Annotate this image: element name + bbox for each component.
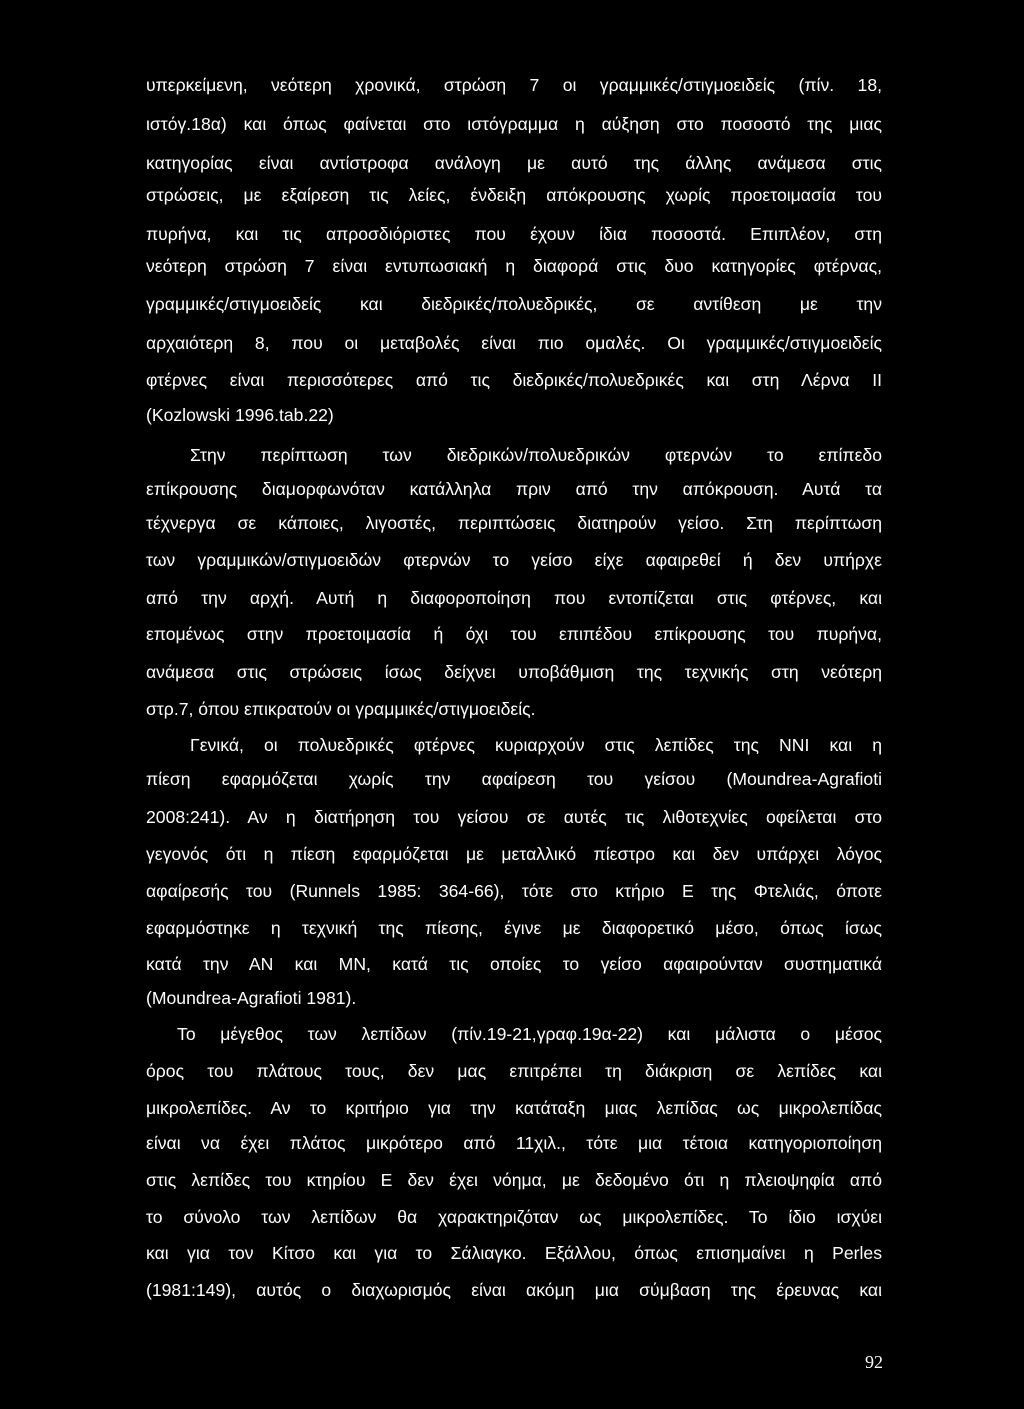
text-line: επίκρουσης διαμορφωνόταν κατάλληλα πριν από την απόκρουση. Αυτά τα — [146, 479, 882, 499]
text-line: κατά την ΑΝ και ΜΝ, κατά τις οποίες το γείσο αφαιρούνταν συστηματικά — [146, 954, 882, 974]
text-line: είναι να έχει πλάτος μικρότερο από 11χιλ., τότε μια τέτοια κατηγοριοποίηση — [146, 1133, 882, 1153]
text-line: των γραμμικών/στιγμοειδών φτερνών το γείσο είχε αφαιρεθεί ή δεν υπήρχε — [146, 550, 882, 570]
text-line: γεγονός ότι η πίεση εφαρμόζεται με μεταλλικό πίεστρο και δεν υπάρχει λόγος — [146, 844, 882, 864]
text-line: 2008:241). Αν η διατήρηση του γείσου σε αυτές τις λιθοτεχνίες οφείλεται στο — [146, 807, 882, 827]
text-line: (Kozlowski 1996.tab.22) — [146, 405, 334, 425]
text-line: νεότερη στρώση 7 είναι εντυπωσιακή η διαφορά στις δυο κατηγορίες φτέρνας, — [146, 256, 882, 276]
text-line: εφαρμόστηκε η τεχνική της πίεσης, έγινε με διαφορετικό μέσο, όπως ίσως — [146, 918, 882, 938]
text-line: όρος του πλάτους τους, δεν μας επιτρέπει τη διάκριση σε λεπίδες και — [146, 1061, 882, 1081]
text-line: (1981:149), αυτός ο διαχωρισμός είναι ακόμη μια σύμβαση της έρευνας και — [146, 1280, 882, 1300]
text-line: πίεση εφαρμόζεται χωρίς την αφαίρεση του γείσου (Moundrea-Agrafioti — [146, 769, 882, 789]
text-line: (Moundrea-Agrafioti 1981). — [146, 988, 357, 1008]
text-line: από την αρχή. Αυτή η διαφοροποίηση που εντοπίζεται στις φτέρνες, και — [146, 588, 882, 608]
text-line: αφαίρεσής του (Runnels 1985: 364-66), τότε στο κτήριο Ε της Φτελιάς, όποτε — [146, 881, 882, 901]
text-line: υπερκείμενη, νεότερη χρονικά, στρώση 7 οι γραμμικές/στιγμοειδείς (πίν. 18, — [146, 75, 882, 95]
text-line: ανάμεσα στις στρώσεις ίσως δείχνει υποβάθμιση της τεχνικής στη νεότερη — [146, 662, 882, 682]
text-line: κατηγορίας είναι αντίστροφα ανάλογη με αυτό της άλλης ανάμεσα στις — [146, 153, 882, 173]
text-line: πυρήνα, και τις απροσδιόριστες που έχουν ίδια ποσοστά. Επιπλέον, στη — [146, 224, 882, 244]
text-line: φτέρνες είναι περισσότερες από τις διεδρικές/πολυεδρικές και στη Λέρνα II — [146, 370, 882, 390]
text-line: ιστόγ.18α) και όπως φαίνεται στο ιστόγραμμα η αύξηση στο ποσοστό της μιας — [146, 114, 882, 134]
text-line: το σύνολο των λεπίδων θα χαρακτηριζόταν ως μικρολεπίδες. Το ίδιο ισχύει — [146, 1207, 882, 1227]
text-line: επομένως στην προετοιμασία ή όχι του επιπέδου επίκρουσης του πυρήνα, — [146, 624, 882, 644]
text-line: γραμμικές/στιγμοειδείς και διεδρικές/πολυεδρικές, σε αντίθεση με την — [146, 294, 882, 314]
text-line: αρχαιότερη 8, που οι μεταβολές είναι πιο ομαλές. Οι γραμμικές/στιγμοειδείς — [146, 333, 882, 353]
text-line: μικρολεπίδες. Αν το κριτήριο για την κατάταξη μιας λεπίδας ως μικρολεπίδας — [146, 1098, 882, 1118]
text-line: στις λεπίδες του κτηρίου Ε δεν έχει νόημα, με δεδομένο ότι η πλειοψηφία από — [146, 1170, 882, 1190]
page-number: 92 — [865, 1352, 883, 1372]
paragraph-first-line: Το μέγεθος των λεπίδων (πίν.19-21,γραφ.19α-22) και μάλιστα ο μέσος — [177, 1024, 882, 1044]
paragraph-first-line: Στην περίπτωση των διεδρικών/πολυεδρικών φτερνών το επίπεδο — [190, 445, 882, 465]
text-line: και για τον Κίτσο και για το Σάλιαγκο. Εξάλλου, όπως επισημαίνει η Perles — [146, 1243, 882, 1263]
text-line: στρ.7, όπου επικρατούν οι γραμμικές/στιγμοειδείς. — [146, 699, 536, 719]
paragraph-first-line: Γενικά, οι πολυεδρικές φτέρνες κυριαρχούν στις λεπίδες της ΝΝΙ και η — [190, 735, 882, 755]
text-line: τέχνεργα σε κάποιες, λιγοστές, περιπτώσεις διατηρούν γείσο. Στη περίπτωση — [146, 513, 882, 533]
text-line: στρώσεις, με εξαίρεση τις λείες, ένδειξη απόκρουσης χωρίς προετοιμασία του — [146, 185, 882, 205]
